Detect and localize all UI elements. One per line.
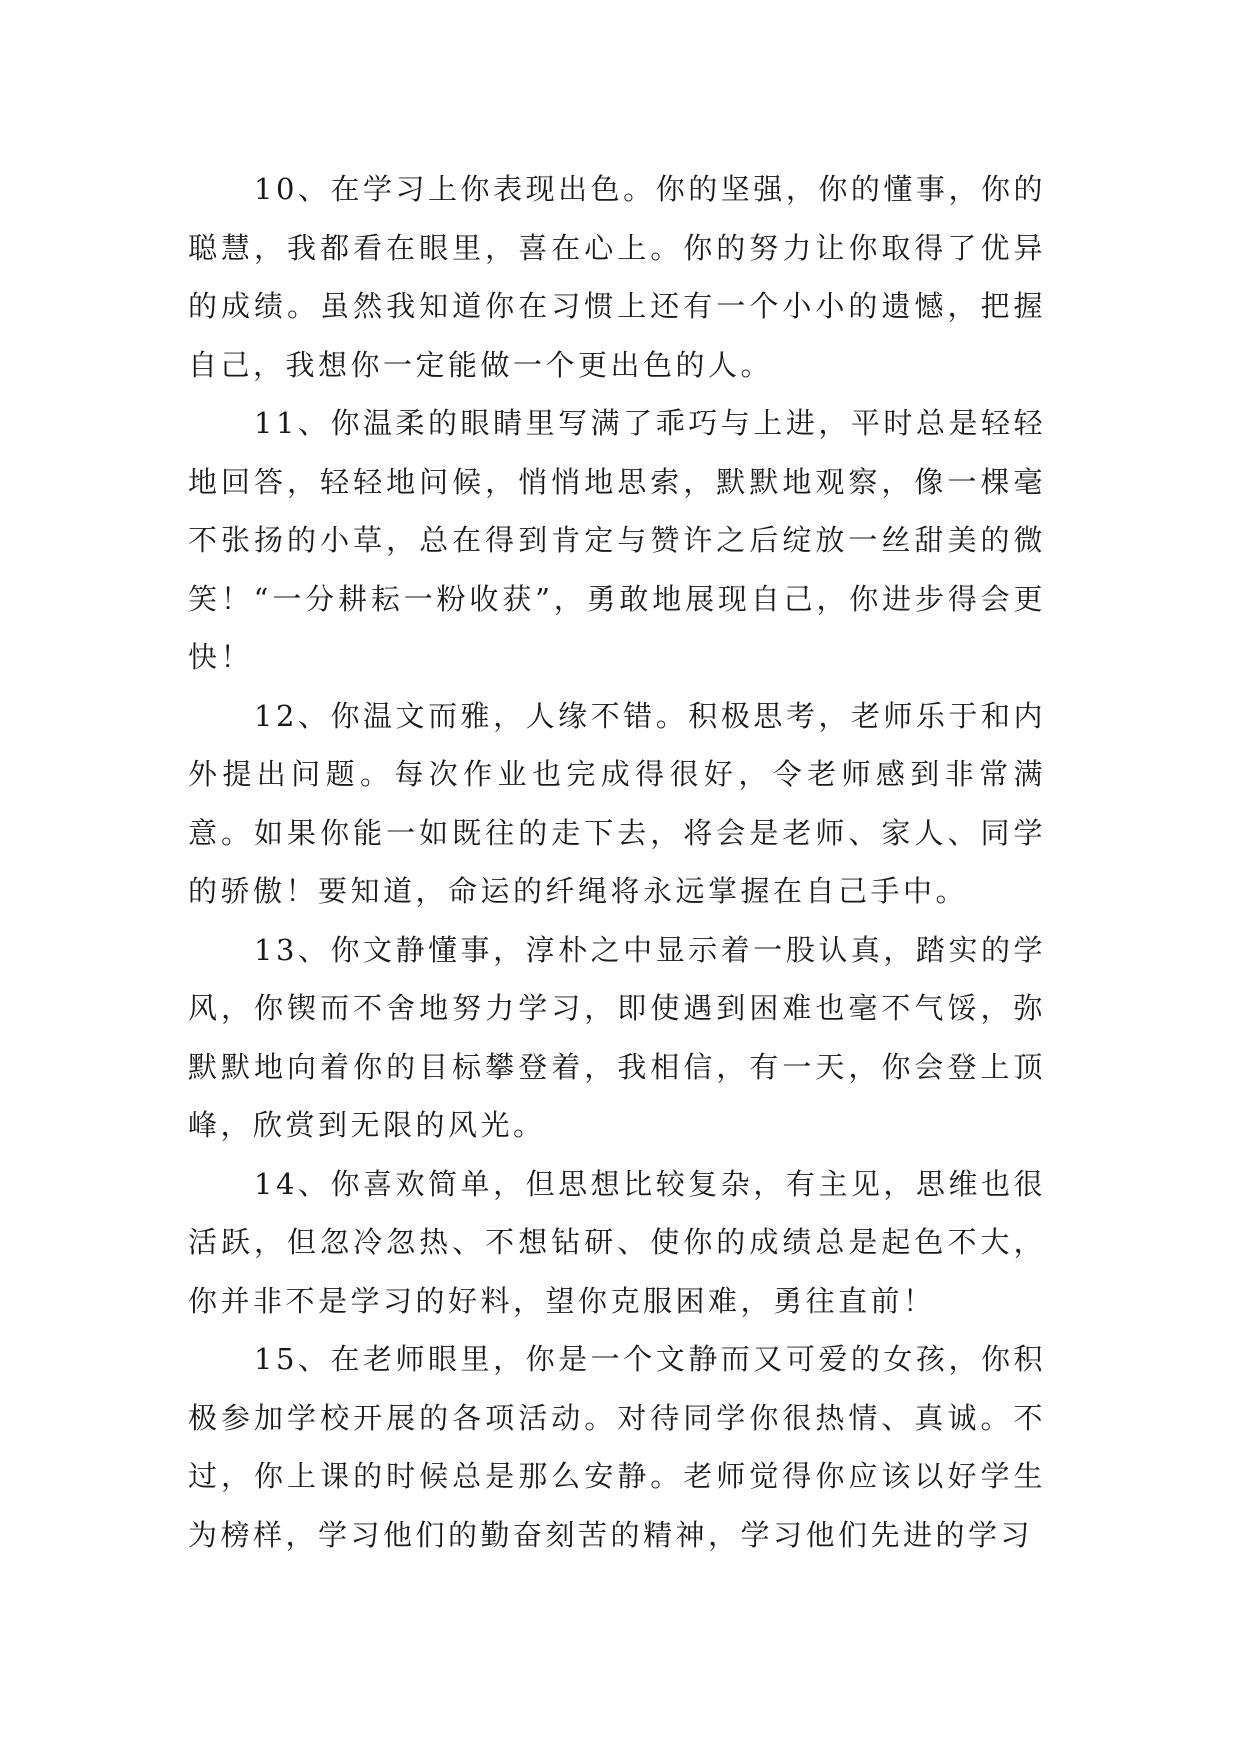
paragraph-15: 15、在老师眼里，你是一个文静而又可爱的女孩，你积极参加学校开展的各项活动。对待同学你很热情、真诚。不过，你上课的时候总是那么安静。老师觉得你应该以好学生为榜样，学习他们的勤奋刻苦的精神，学习他们先进的学习 — [188, 1342, 1046, 1552]
paragraph-11: 11、你温柔的眼睛里写满了乖巧与上进，平时总是轻轻地回答，轻轻地问候，悄悄地思索，默默地观察，像一棵毫不张扬的小草，总在得到肯定与赞许之后绽放一丝甜美的微笑！“一分耕耘一粉收获”，勇敢地展现自己，你进步得会更快！ — [188, 406, 1046, 674]
paragraph-12: 12、你温文而雅，人缘不错。积极思考，老师乐于和内外提出问题。每次作业也完成得很好，令老师感到非常满意。如果你能一如既往的走下去，将会是老师、家人、同学的骄傲！要知道，命运的纤绳将永远掌握在自己手中。 — [188, 698, 1046, 908]
document-body — [188, 160, 1046, 1564]
paragraph-10: 10、在学习上你表现出色。你的坚强，你的懂事，你的聪慧，我都看在眼里，喜在心上。你的努力让你取得了优异的成绩。虽然我知道你在习惯上还有一个小小的遗憾，把握自己，我想你一定能做一个更出色的人。 — [188, 172, 1046, 382]
paragraph-14: 14、你喜欢简单，但思想比较复杂，有主见，思维也很活跃，但忽冷忽热、不想钻研、使你的成绩总是起色不大，你并非不是学习的好料，望你克服困难，勇往直前！ — [188, 1166, 1046, 1318]
paragraph-13: 13、你文静懂事，淳朴之中显示着一股认真，踏实的学风，你锲而不舍地努力学习，即使遇到困难也毫不气馁，弥默默地向着你的目标攀登着，我相信，有一天，你会登上顶峰，欣赏到无限的风光。 — [188, 932, 1046, 1142]
